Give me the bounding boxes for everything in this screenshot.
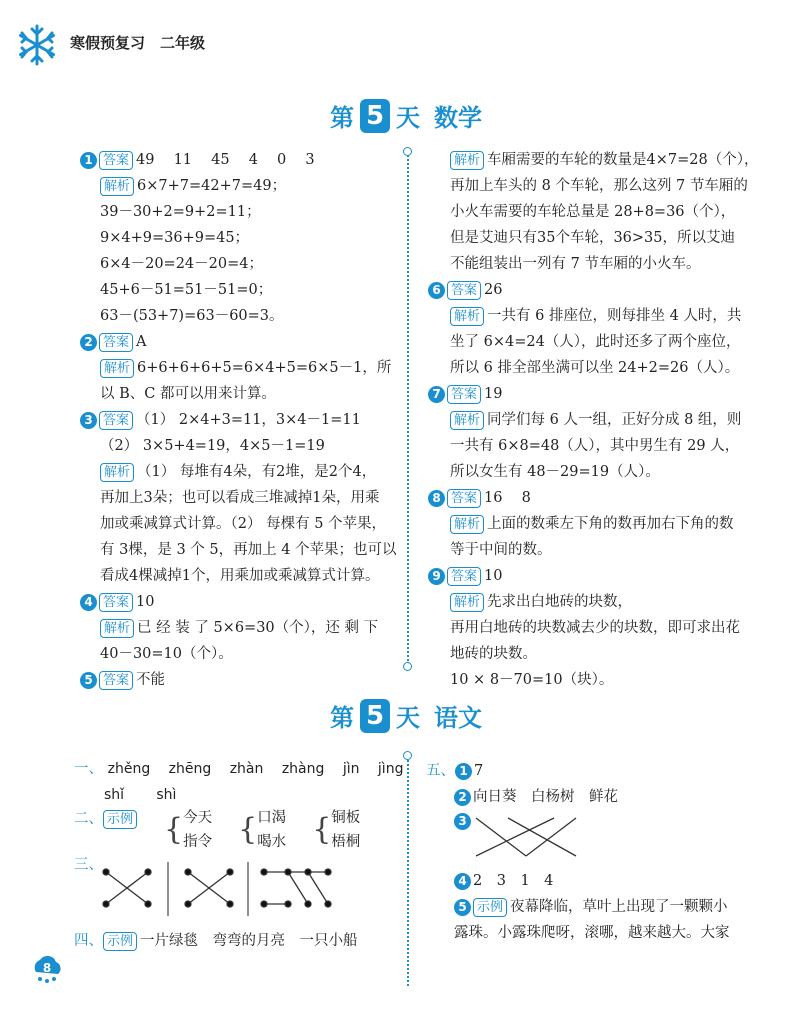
- question-number-badge: 4: [80, 594, 97, 611]
- question-number-badge: 5: [80, 672, 97, 689]
- answer-line: [450, 641, 537, 667]
- divider-dot: [403, 662, 412, 671]
- day-number-badge: 5: [360, 99, 390, 133]
- q5-5-text: 夜幕降临，草叶上出现了一颗颗小: [510, 899, 728, 915]
- answer-line: [450, 173, 748, 199]
- line-text: 先求出白地砖的块数，: [487, 594, 633, 610]
- line-text: 不能: [136, 672, 166, 688]
- word: 口渴: [257, 810, 287, 826]
- line-text: 等于中间的数。: [450, 542, 552, 558]
- q5-row-2: [454, 784, 618, 810]
- line-text: 再加上车头的 8 个车轮，那么这列 7 节车厢的: [450, 178, 748, 194]
- q5-1-answer: 7: [474, 763, 484, 779]
- question-number-badge: 9: [428, 568, 445, 585]
- divider-dot: [403, 147, 412, 156]
- line-text: 已 经 装 了 5×6=30（个），还 剩 下: [137, 620, 379, 636]
- answer-line: [100, 355, 391, 381]
- answer-line: [450, 199, 735, 225]
- pinyin: shì: [156, 787, 177, 803]
- q3-matching-diagram: [96, 858, 336, 918]
- answer-line: [450, 511, 734, 537]
- analysis-tag: 解析: [100, 359, 134, 378]
- question-number-badge: 3: [80, 412, 97, 429]
- q5-row-5: [454, 894, 728, 920]
- answer-line: [450, 147, 758, 173]
- title-prefix: 第: [330, 104, 354, 132]
- answer-line: [100, 277, 272, 303]
- answer-line: [450, 225, 735, 251]
- answer-line: [428, 277, 502, 303]
- q2-label: 二、: [74, 811, 103, 827]
- line-text: A: [136, 334, 147, 350]
- answer-line: [100, 641, 233, 667]
- line-text: 16 8: [484, 490, 531, 506]
- q3-label: 三、: [74, 857, 103, 873]
- word-group: { 今天 指令: [164, 804, 212, 856]
- column-divider: [407, 152, 409, 664]
- header-title: 寒假预复习 二年级: [70, 34, 206, 52]
- pinyin: zhěng: [107, 761, 151, 777]
- snowflake-icon: [14, 22, 60, 68]
- line-text: 但是艾迪只有35个车轮，36>35，所以艾迪: [450, 230, 736, 246]
- answer-line: [450, 667, 613, 693]
- line-text: 地砖的块数。: [450, 646, 537, 662]
- line-text: 看成4棵减掉1个，用乘加或乘减算式计算。: [100, 568, 380, 584]
- title-suffix: 天: [396, 704, 420, 732]
- word: 梧桐: [331, 834, 361, 850]
- answer-line: [80, 147, 315, 173]
- question-number-badge: 2: [80, 334, 97, 351]
- answer-line: [428, 563, 502, 589]
- q4-row: [74, 928, 358, 954]
- answer-line: [450, 251, 700, 277]
- subject-label: 数学: [434, 104, 482, 132]
- page-number: 8: [42, 961, 52, 975]
- word: 指令: [183, 834, 213, 850]
- line-text: 所以女生有 48－29=19（人）。: [450, 464, 660, 480]
- q5-row-5b: [454, 920, 730, 946]
- q4-label: 四、: [74, 933, 103, 949]
- line-text: 加或乘减算式计算。（2） 每棵有 5 个苹果，: [100, 516, 387, 532]
- answer-tag: 答案: [99, 411, 133, 430]
- answer-line: [80, 407, 361, 433]
- line-text: 有 3棵，是 3 个 5，再加上 4 个苹果；也可以: [100, 542, 397, 558]
- question-number-badge: 1: [80, 152, 97, 169]
- pinyin: shǐ: [104, 787, 125, 803]
- analysis-tag: 解析: [450, 593, 484, 612]
- q1-label: 一、: [74, 761, 103, 777]
- line-text: 以 B、C 都可以用来计算。: [100, 386, 276, 402]
- question-number-badge: 6: [428, 282, 445, 299]
- line-text: 车厢需要的车轮的数量是4×7=28（个），: [487, 152, 759, 168]
- q5-row-1: [426, 758, 483, 784]
- column-divider: [407, 756, 409, 986]
- pinyin: jìng: [377, 761, 404, 777]
- q2-label-row: [74, 806, 140, 832]
- number-badge: 4: [454, 873, 471, 890]
- line-text: （1） 2×4+3=11，3×4－1=11: [136, 412, 361, 428]
- line-text: 39－30+2=9+2=11；: [100, 204, 261, 220]
- q2-word-groups: [164, 804, 360, 856]
- line-text: 再加上3朵；也可以看成三堆减掉1朵，用乘: [100, 490, 380, 506]
- q5-5-text: 露珠。小露珠爬呀，滚哪，越来越大。大家: [454, 925, 730, 941]
- line-text: 坐了 6×4=24（人），此时还多了两个座位，: [450, 334, 741, 350]
- answer-tag: 答案: [99, 151, 133, 170]
- answer-tag: 答案: [447, 385, 481, 404]
- example-tag: 示例: [103, 810, 137, 829]
- q5-label: 五、: [426, 763, 455, 779]
- line-text: 10 × 8－70=10（块）。: [450, 672, 614, 688]
- answer-line: [100, 251, 263, 277]
- q5-3-matching-diagram: [470, 812, 590, 862]
- line-text: 6+6+6+6+5=6×4+5=6×5－1，所: [137, 360, 392, 376]
- divider-dot: [403, 751, 412, 760]
- line-text: 不能组装出一列有 7 节车厢的小火车。: [450, 256, 701, 272]
- number-badge: 1: [455, 763, 472, 780]
- page-number-badge: [30, 952, 64, 986]
- question-number-badge: 7: [428, 386, 445, 403]
- answer-tag: 答案: [447, 489, 481, 508]
- answer-line: [428, 381, 502, 407]
- pinyin: zhēng: [168, 761, 212, 777]
- example-tag: 示例: [473, 898, 507, 917]
- line-text: （1） 每堆有4朵，有2堆，是2个4，: [137, 464, 377, 480]
- title-suffix: 天: [396, 104, 420, 132]
- line-text: 一共有 6×8=48（人），其中男生有 29 人，: [450, 438, 740, 454]
- analysis-tag: 解析: [100, 463, 134, 482]
- answer-line: [450, 615, 740, 641]
- line-text: 6×7+7=42+7=49；: [137, 178, 287, 194]
- example-tag: 示例: [103, 932, 137, 951]
- chinese-section-title: [330, 698, 482, 733]
- line-text: 19: [484, 386, 503, 402]
- q5-4-answer: 2 3 1 4: [473, 873, 554, 889]
- answer-line: [100, 459, 376, 485]
- answer-line: [100, 511, 386, 537]
- answer-line: [100, 173, 286, 199]
- answer-line: [450, 329, 741, 355]
- pinyin: jìn: [342, 761, 360, 777]
- pinyin: zhàng: [281, 761, 325, 777]
- answer-line: [100, 485, 379, 511]
- number-badge: 2: [454, 789, 471, 806]
- subject-label: 语文: [434, 704, 482, 732]
- line-text: 一共有 6 排座位，则每排坐 4 人时，共: [487, 308, 742, 324]
- q5-2-answer: 向日葵 白杨树 鲜花: [473, 789, 618, 805]
- word: 铜板: [331, 810, 361, 826]
- answer-line: [450, 589, 632, 615]
- answer-line: [100, 563, 379, 589]
- analysis-tag: 解析: [450, 307, 484, 326]
- answer-line: [100, 225, 249, 251]
- line-text: 10: [484, 568, 503, 584]
- answer-line: [80, 589, 154, 615]
- question-number-badge: 8: [428, 490, 445, 507]
- line-text: 再用白地砖的块数减去少的块数，即可求出花: [450, 620, 740, 636]
- answer-line: [100, 199, 261, 225]
- word-group: { 铜板 梧桐: [312, 804, 360, 856]
- analysis-tag: 解析: [450, 411, 484, 430]
- answer-line: [450, 459, 660, 485]
- line-text: 所以 6 排全部坐满可以坐 24+2=26（人）。: [450, 360, 740, 376]
- word-group: { 口渴 喝水: [238, 804, 286, 856]
- number-badge: 5: [454, 899, 471, 916]
- line-text: 9×4+9=36+9=45；: [100, 230, 250, 246]
- line-text: 同学们每 6 人一组，正好分成 8 组，则: [487, 412, 742, 428]
- answer-line: [428, 485, 531, 511]
- answer-line: [80, 329, 147, 355]
- line-text: （2） 3×5+4=19，4×5－1=19: [100, 438, 325, 454]
- line-text: 小火车需要的车轮总量是 28+8=36（个），: [450, 204, 736, 220]
- analysis-tag: 解析: [100, 619, 134, 638]
- line-text: 26: [484, 282, 503, 298]
- answer-line: [100, 303, 284, 329]
- line-text: 49 11 45 4 0 3: [136, 152, 315, 168]
- answer-line: [100, 381, 276, 407]
- answer-line: [450, 355, 739, 381]
- answer-tag: 答案: [447, 567, 481, 586]
- q5-row-4: [454, 868, 553, 894]
- analysis-tag: 解析: [100, 177, 134, 196]
- answer-line: [450, 433, 739, 459]
- answer-tag: 答案: [99, 333, 133, 352]
- answer-tag: 答案: [99, 593, 133, 612]
- answer-line: [100, 615, 378, 641]
- word: 今天: [183, 810, 213, 826]
- line-text: 上面的数乘左下角的数再加右下角的数: [487, 516, 734, 532]
- line-text: 45+6－51=51－51=0；: [100, 282, 273, 298]
- answer-line: [450, 537, 552, 563]
- answer-tag: 答案: [99, 671, 133, 690]
- title-prefix: 第: [330, 704, 354, 732]
- line-text: 63－(53+7)=63－60=3。: [100, 308, 284, 324]
- pinyin: zhàn: [229, 761, 264, 777]
- day-number-badge: 5: [360, 699, 390, 733]
- analysis-tag: 解析: [450, 151, 484, 170]
- analysis-tag: 解析: [450, 515, 484, 534]
- answer-line: [100, 537, 397, 563]
- answer-line: [450, 303, 741, 329]
- answer-line: [100, 433, 325, 459]
- line-text: 6×4－20=24－20=4；: [100, 256, 263, 272]
- answer-line: [450, 407, 741, 433]
- line-text: 10: [136, 594, 155, 610]
- answer-line: [80, 667, 165, 693]
- number-badge: 3: [454, 813, 471, 830]
- q1-row: [74, 756, 403, 782]
- q4-answer: 一片绿毯 弯弯的月亮 一只小船: [140, 933, 358, 949]
- answer-tag: 答案: [447, 281, 481, 300]
- line-text: 40－30=10（个）。: [100, 646, 233, 662]
- math-section-title: [330, 98, 482, 133]
- word: 喝水: [257, 834, 287, 850]
